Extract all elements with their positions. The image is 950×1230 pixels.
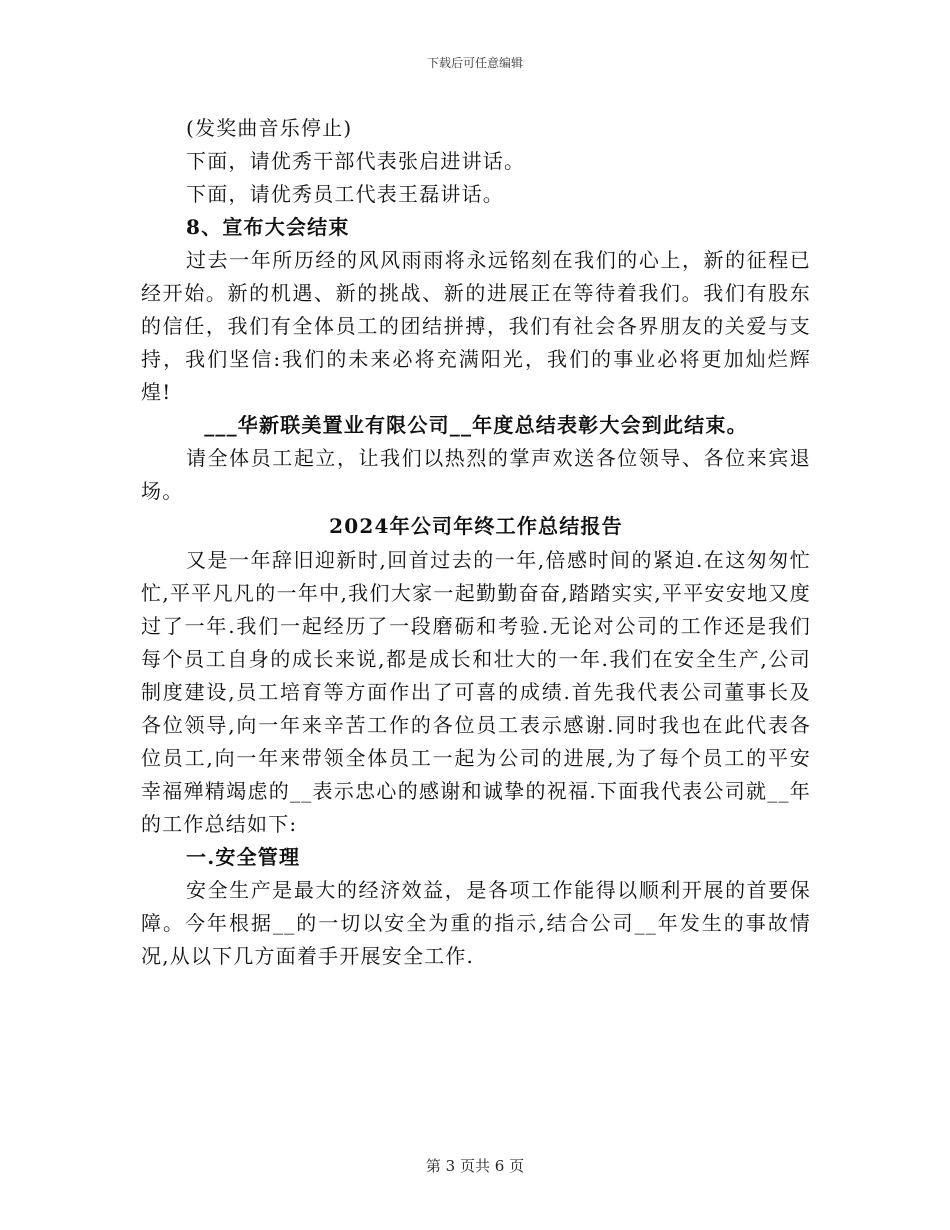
closing-announcement: ___华新联美置业有限公司__年度总结表彰大会到此结束。 — [204, 413, 748, 437]
paragraph-report-intro: 又是一年辞旧迎新时,回首过去的一年,倍感时间的紧迫.在这匆匆忙忙,平平凡凡的一年中,我们大家一起勤勤奋奋,踏踏实实,平平安安地又度过了一年.我们一起经历了一段磨砺和考验.无论对公司的工作还是我们每个员工自身的成长来说,都是成长和壮大的一年.我们在安全生产,公司制度建设,员工培育等方面作出了可喜的成绩.首先我代表公司董事长及各位领导,向一年来辛苦工作的各位员工表示感谢.同时我也在此代表各位员工,向一年来带领全体员工一起为公司的进展,为了每个员工的平安幸福殚精竭虑的__表示忠心的感谢和诚挚的祝福.下面我代表公司就__年的工作总结如下: — [141, 548, 811, 836]
section-heading-closing: 8、宣布大会结束 — [186, 215, 350, 239]
paragraph-award-music: (发奖曲音乐停止) — [186, 116, 353, 140]
page-header-note: 下载后可任意编辑 — [426, 56, 523, 70]
paragraph-employee-speech: 下面，请优秀员工代表王磊讲话。 — [186, 182, 504, 206]
paragraph-farewell: 请全体员工起立，让我们以热烈的掌声欢送各位领导、各位来宾退场。 — [141, 446, 811, 503]
page-number-footer: 第 3 页共 6 页 — [425, 1157, 525, 1175]
paragraph-closing-remarks: 过去一年所历经的风风雨雨将永远铭刻在我们的心上，新的征程已经开始。新的机遇、新的挑战、新的进展正在等待着我们。我们有股东的信任，我们有全体员工的团结拼搏，我们有社会各界朋友的关爱与支持，我们坚信:我们的未来必将充满阳光，我们的事业必将更加灿烂辉煌! — [141, 248, 811, 404]
paragraph-safety: 安全生产是最大的经济效益，是各项工作能得以顺利开展的首要保障。今年根据__的一切以安全为重的指示,结合公司__年发生的事故情况,从以下几方面着手开展安全工作. — [141, 878, 811, 968]
paragraph-cadre-speech: 下面，请优秀干部代表张启进讲话。 — [186, 149, 526, 173]
section-heading-safety: 一.安全管理 — [186, 845, 301, 869]
report-title: 2024年公司年终工作总结报告 — [329, 514, 623, 538]
document-body — [141, 112, 811, 973]
